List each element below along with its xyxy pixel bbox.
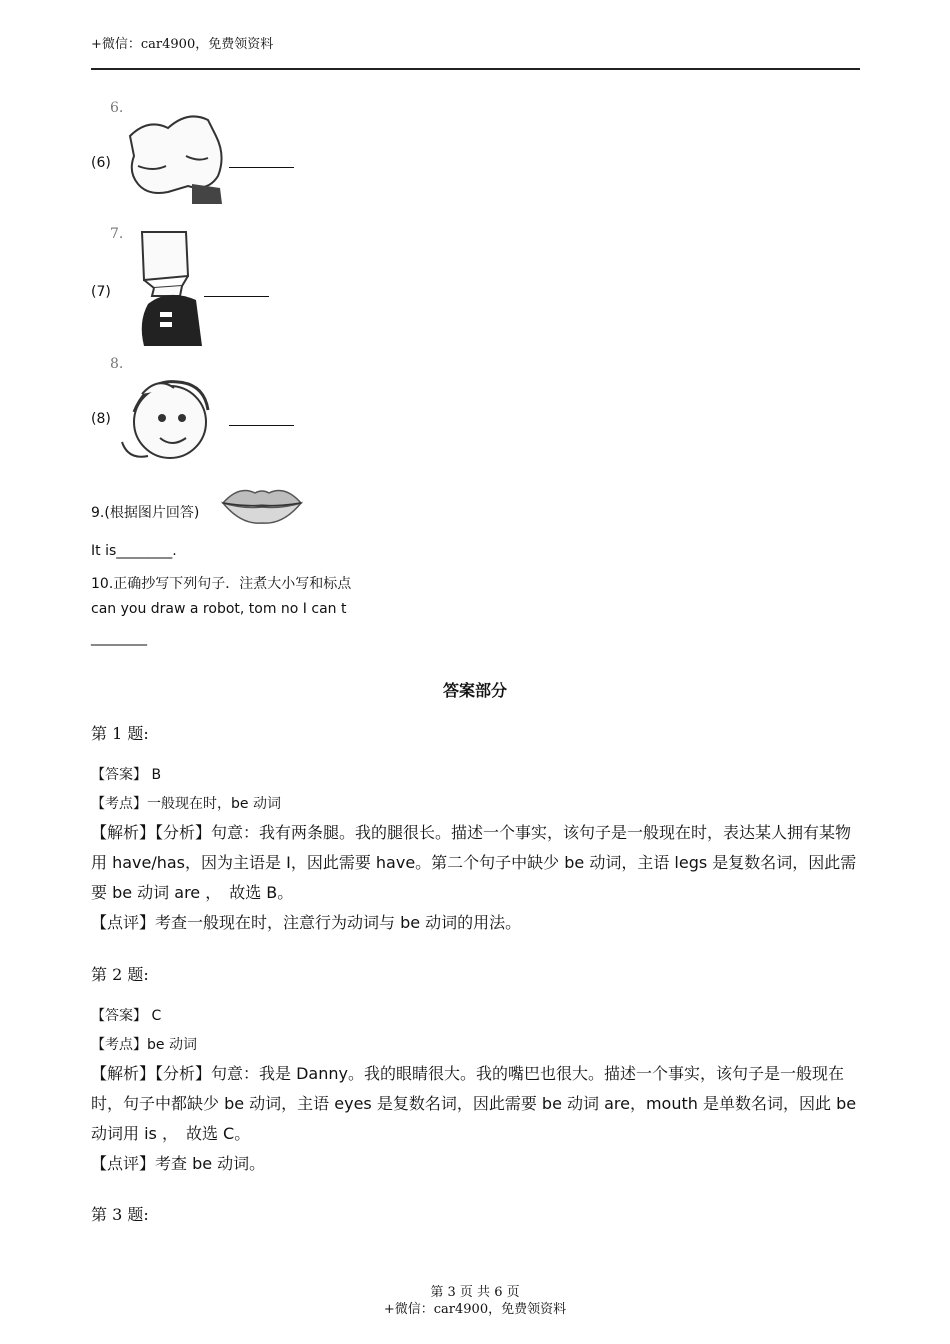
question-7-figure (108, 222, 208, 348)
boy-face-illustration-icon (108, 352, 228, 464)
answer-1-point: 【考点】一般现在时，be 动词 (91, 796, 281, 812)
question-6-label: (6) (91, 155, 111, 171)
question-8-label: (8) (91, 411, 111, 427)
question-6-blank[interactable] (229, 167, 294, 168)
fig-number: 7. (110, 226, 124, 242)
answers-title: 答案部分 (442, 681, 507, 700)
question-8-blank[interactable] (229, 425, 294, 426)
answer-1-answer: 【答案】 B (91, 767, 162, 783)
question-9-answer-line[interactable]: It is________. (91, 543, 177, 559)
question-10-sentence: can you draw a robot, tom no I can t (91, 601, 347, 617)
answer-2-analysis: 【解析】【分析】句意：我是 Danny。我的眼睛很大。我的嘴巴也很大。描述一个事实，该句子是一般现在时，句子中都缺少 be 动词，主语 eyes 是复数名词，因此需要 be 动词 are，mouth 是单数名词，因此 be 动词用 is ， 故选 C。 (91, 1064, 857, 1143)
answer-2-heading: 第 2 题: (91, 965, 149, 984)
hand-illustration-icon (108, 96, 228, 206)
answer-2-point: 【考点】be 动词 (91, 1037, 197, 1053)
question-10-prompt: 10.正确抄写下列句子．注煮大小写和标点 (91, 576, 352, 592)
question-10-blank[interactable]: ________ (91, 630, 147, 646)
question-7-blank[interactable] (204, 296, 269, 297)
answer-2-comment: 【点评】考查 be 动词。 (91, 1154, 266, 1173)
answer-2-answer: 【答案】 C (91, 1008, 162, 1024)
answer-3-heading: 第 3 题: (91, 1205, 149, 1224)
page-number: 第 3 页 共 6 页 (430, 1285, 520, 1300)
answer-1-analysis: 【解析】【分析】句意：我有两条腿。我的腿很长。描述一个事实，该句子是一般现在时，表达某人拥有某物用 have/has，因为主语是 I，因此需要 have。第二个句子中缺少 be 动词，主语 legs 是复数名词，因此需要 be 动词 are ， 故选 B。 (91, 823, 857, 902)
lips-icon (221, 483, 303, 525)
fig-number: 6. (110, 100, 124, 116)
question-6-figure (108, 96, 228, 206)
question-9-prompt: 9.(根据图片回答) (91, 505, 200, 521)
question-8-figure (108, 352, 228, 464)
header-divider (91, 68, 860, 70)
answer-1-heading: 第 1 题: (91, 724, 149, 743)
answer-1-comment: 【点评】考查一般现在时，注意行为动词与 be 动词的用法。 (91, 913, 522, 932)
arm-illustration-icon (108, 222, 208, 348)
question-9-figure (221, 483, 303, 525)
page-footer: +微信：car4900，免费领资料 (383, 1302, 567, 1317)
fig-number: 8. (110, 356, 124, 372)
question-7-label: (7) (91, 284, 111, 300)
page-header: +微信：car4900，免费领资料 (91, 37, 274, 52)
